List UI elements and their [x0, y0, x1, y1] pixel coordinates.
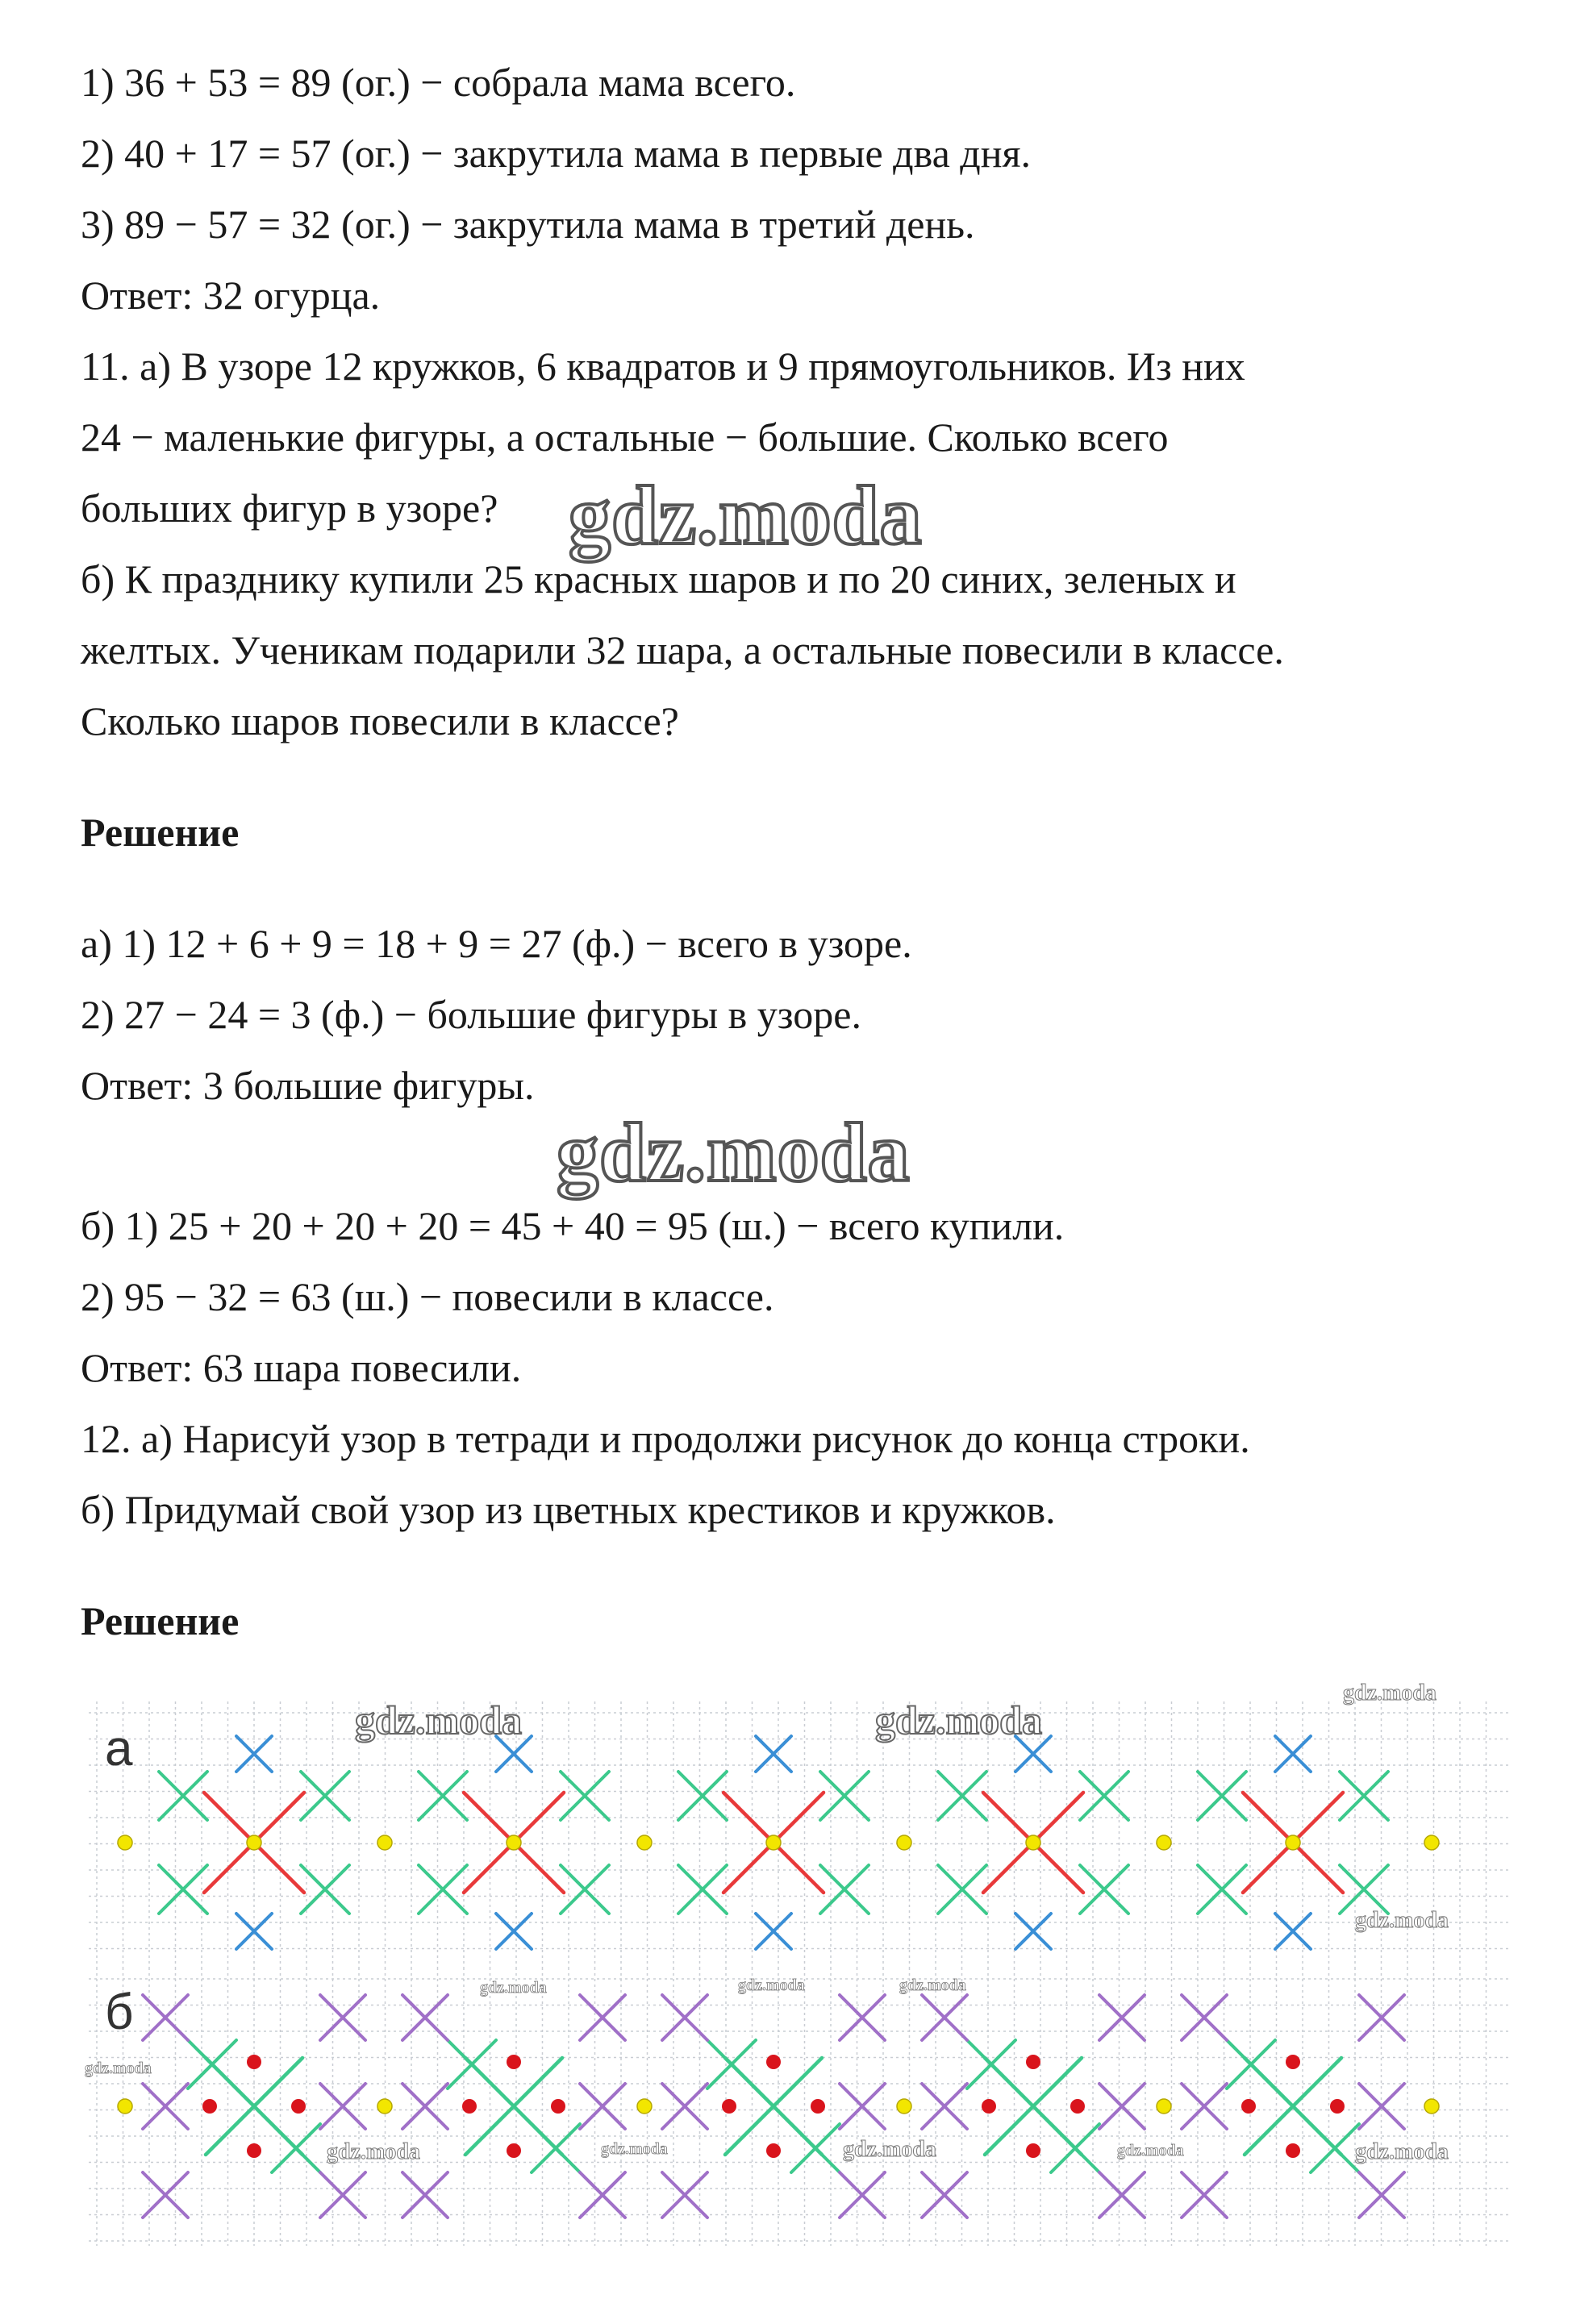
yellow-dot: [766, 1835, 781, 1850]
yellow-dot: [637, 2099, 652, 2114]
purple-cross: [922, 1995, 967, 2040]
blue-cross: [1275, 1736, 1311, 1772]
pattern-a-label: а: [105, 1721, 133, 1776]
purple-cross: [402, 2172, 448, 2218]
yellow-dot: [118, 2099, 132, 2114]
watermark-logo: gdz.moda: [327, 2139, 420, 2164]
purple-cross: [1099, 2172, 1145, 2218]
green-cross: [448, 2040, 496, 2089]
watermark-logo: gdz.moda: [1117, 2142, 1184, 2159]
purple-cross: [662, 1995, 707, 2040]
purple-cross: [922, 2084, 967, 2129]
purple-cross: [840, 1995, 885, 2040]
red-dot: [247, 2055, 261, 2069]
pattern-b-drawing: [89, 1968, 1508, 2246]
yellow-dot: [247, 1835, 261, 1850]
green-cross: [532, 2124, 580, 2172]
green-cross: [301, 1772, 349, 1820]
green-cross: [1051, 2124, 1099, 2172]
purple-cross: [662, 2084, 707, 2129]
red-dot: [811, 2099, 825, 2114]
green-cross: [561, 1865, 609, 1914]
text-line-15: 2) 95 − 32 = 63 (ш.) − повесили в классе.: [81, 1274, 774, 1319]
green-cross: [159, 1865, 207, 1914]
red-dot: [1286, 2055, 1300, 2069]
watermark-logo: gdz.moda: [569, 469, 923, 562]
red-dot: [507, 2143, 521, 2158]
red-dot: [1241, 2099, 1256, 2114]
red-dot: [291, 2099, 306, 2114]
green-cross: [1080, 1865, 1128, 1914]
purple-cross: [840, 2172, 885, 2218]
yellow-dot: [118, 1835, 132, 1850]
watermark-logo: gdz.moda: [601, 2140, 668, 2158]
blue-cross: [756, 1914, 791, 1949]
green-cross: [301, 1865, 349, 1914]
purple-cross: [320, 1995, 365, 2040]
red-dot: [1070, 2099, 1085, 2114]
text-line-9: желтых. Ученикам подарили 32 шара, а остальные повесили в классе.: [81, 627, 1284, 673]
watermark-logo: gdz.moda: [1355, 2139, 1449, 2164]
yellow-dot: [1157, 2099, 1171, 2114]
watermark-logo: gdz.moda: [85, 2060, 152, 2077]
red-dot: [766, 2143, 781, 2158]
text-line-10: Сколько шаров повесили в классе?: [81, 698, 679, 743]
yellow-dot: [1157, 1835, 1171, 1850]
green-cross: [1311, 2124, 1359, 2172]
purple-cross: [1099, 2084, 1145, 2129]
yellow-dot: [1026, 1835, 1040, 1850]
red-dot: [982, 2099, 996, 2114]
purple-cross: [143, 2084, 188, 2129]
text-line-11: а) 1) 12 + 6 + 9 = 18 + 9 = 27 (ф.) − всего в узоре.: [81, 921, 912, 966]
watermark-logo: gdz.moda: [355, 1697, 522, 1743]
blue-cross: [1275, 1914, 1311, 1949]
red-dot: [551, 2099, 565, 2114]
purple-cross: [580, 1995, 625, 2040]
purple-cross: [662, 2172, 707, 2218]
green-cross: [678, 1772, 727, 1820]
red-dot: [507, 2055, 521, 2069]
green-cross: [791, 2124, 840, 2172]
purple-cross: [143, 1995, 188, 2040]
red-dot: [247, 2143, 261, 2158]
text-line-13: Ответ: 3 большие фигуры.: [81, 1063, 535, 1108]
pattern-a: [89, 1697, 1508, 1968]
watermark-logo: gdz.moda: [875, 1697, 1042, 1743]
green-cross: [678, 1865, 727, 1914]
text-line-8: б) К празднику купили 25 красных шаров и по 20 синих, зеленых и: [81, 556, 1236, 602]
purple-cross: [402, 1995, 448, 2040]
watermark-logo: gdz.moda: [1355, 1908, 1449, 1933]
yellow-dot: [377, 2099, 392, 2114]
red-dot: [766, 2055, 781, 2069]
green-cross: [1340, 1772, 1388, 1820]
green-cross: [820, 1772, 869, 1820]
yellow-dot: [637, 1835, 652, 1850]
text-line-14: б) 1) 25 + 20 + 20 + 20 = 45 + 40 = 95 (ш.) − всего купили.: [81, 1203, 1065, 1248]
watermark-logo: gdz.moda: [1343, 1681, 1436, 1706]
text-line-5: 11. а) В узоре 12 кружков, 6 квадратов и 9 прямоугольников. Из них: [81, 344, 1245, 389]
red-dot: [722, 2099, 736, 2114]
red-dot: [1286, 2143, 1300, 2158]
blue-cross: [1015, 1914, 1051, 1949]
yellow-dot: [897, 2099, 911, 2114]
green-cross: [1080, 1772, 1128, 1820]
watermark-logo: gdz.moda: [480, 1979, 547, 1997]
green-cross: [419, 1865, 467, 1914]
text-line-12: 2) 27 − 24 = 3 (ф.) − большие фигуры в узоре.: [81, 992, 861, 1037]
green-cross: [159, 1772, 207, 1820]
green-cross: [1198, 1772, 1246, 1820]
green-cross: [188, 2040, 236, 2089]
purple-cross: [580, 2084, 625, 2129]
pattern-a-drawing: [89, 1697, 1508, 1968]
pattern-b: [89, 1968, 1508, 2246]
red-dot: [202, 2099, 217, 2114]
purple-cross: [402, 2084, 448, 2129]
purple-cross: [580, 2172, 625, 2218]
pattern-b-label: б: [105, 1985, 134, 2040]
text-line-2: 2) 40 + 17 = 57 (ог.) − закрутила мама в первые два дня.: [81, 131, 1031, 176]
yellow-dot: [1424, 1835, 1439, 1850]
yellow-dot: [897, 1835, 911, 1850]
text-line-18: б) Придумай свой узор из цветных крестиков и кружков.: [81, 1487, 1056, 1532]
red-dot: [1026, 2055, 1040, 2069]
text-line-7: больших фигур в узоре?: [81, 485, 498, 531]
purple-cross: [840, 2084, 885, 2129]
purple-cross: [320, 2084, 365, 2129]
red-dot: [1026, 2143, 1040, 2158]
yellow-dot: [377, 1835, 392, 1850]
watermark-logo: gdz.moda: [843, 2137, 936, 2162]
solution-heading-2: Решение: [81, 1598, 240, 1643]
yellow-dot: [1286, 1835, 1300, 1850]
text-line-16: Ответ: 63 шара повесили.: [81, 1345, 522, 1390]
red-dot: [1330, 2099, 1345, 2114]
green-cross: [272, 2124, 320, 2172]
blue-cross: [236, 1914, 272, 1949]
watermark-logo: gdz.moda: [738, 1976, 805, 1994]
green-cross: [1198, 1865, 1246, 1914]
green-cross: [967, 2040, 1015, 2089]
green-cross: [707, 2040, 756, 2089]
green-cross: [561, 1772, 609, 1820]
green-cross: [419, 1772, 467, 1820]
solution-heading-1: Решение: [81, 810, 240, 855]
green-cross: [938, 1772, 986, 1820]
purple-cross: [1182, 2172, 1227, 2218]
text-line-17: 12. а) Нарисуй узор в тетради и продолжи рисунок до конца строки.: [81, 1416, 1250, 1461]
red-dot: [462, 2099, 477, 2114]
text-line-4: Ответ: 32 огурца.: [81, 273, 381, 318]
green-cross: [1227, 2040, 1275, 2089]
text-line-1: 1) 36 + 53 = 89 (ог.) − собрала мама всего.: [81, 60, 796, 105]
text-line-3: 3) 89 − 57 = 32 (ог.) − закрутила мама в третий день.: [81, 202, 975, 247]
purple-cross: [1099, 1995, 1145, 2040]
watermark-logo: gdz.moda: [899, 1976, 966, 1994]
purple-cross: [1182, 1995, 1227, 2040]
purple-cross: [1182, 2084, 1227, 2129]
blue-cross: [756, 1736, 791, 1772]
purple-cross: [922, 2172, 967, 2218]
watermark-logo: gdz.moda: [557, 1106, 911, 1199]
yellow-dot: [1424, 2099, 1439, 2114]
blue-cross: [496, 1914, 532, 1949]
text-line-6: 24 − маленькие фигуры, а остальные − большие. Сколько всего: [81, 414, 1169, 460]
green-cross: [820, 1865, 869, 1914]
yellow-dot: [507, 1835, 521, 1850]
